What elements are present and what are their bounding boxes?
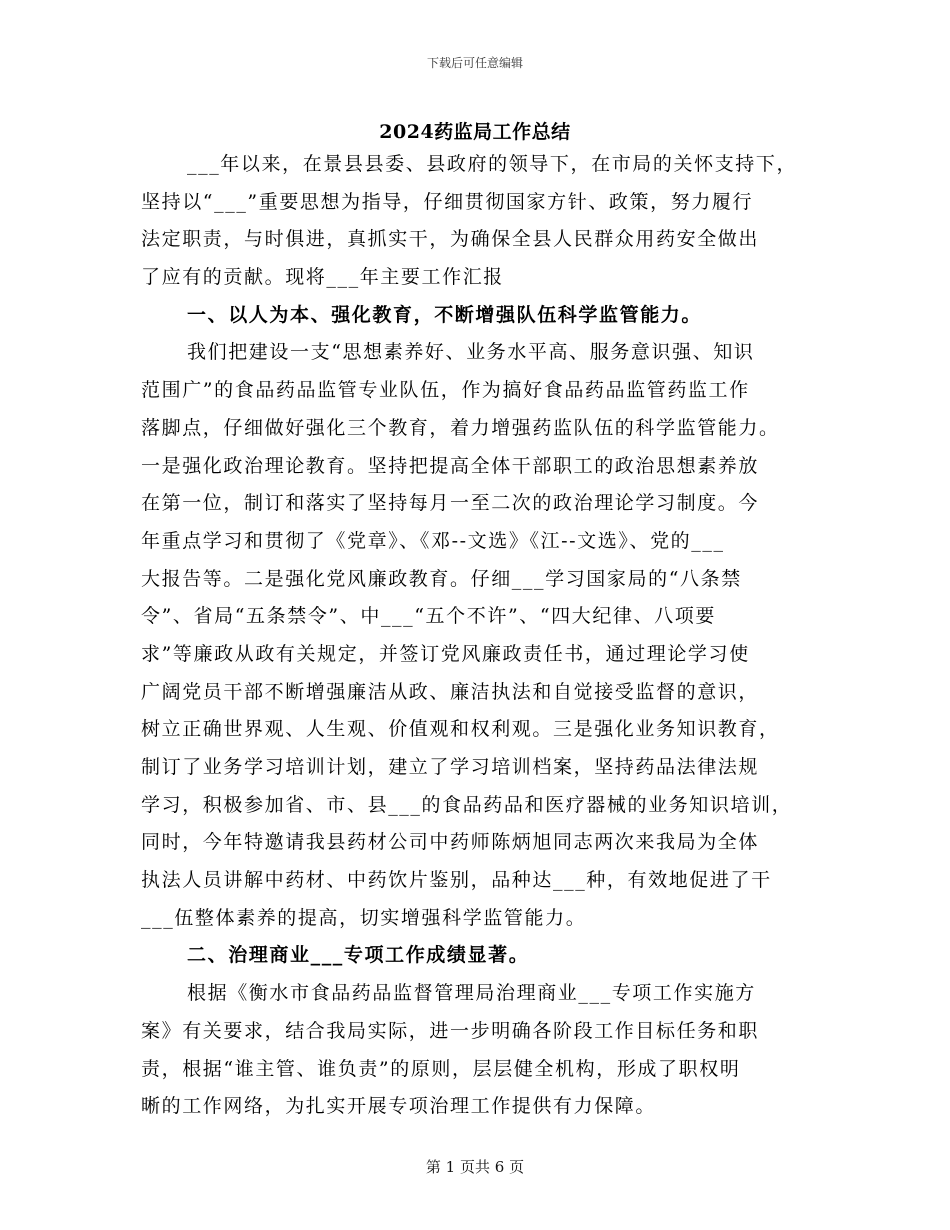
document-body bbox=[141, 146, 816, 1126]
paragraph-line: 制订了业务学习培训计划，建立了学习培训档案，坚持药品法律法规 bbox=[141, 756, 760, 778]
paragraph-line: 范围广”的食品药品监管专业队伍，作为搞好食品药品监管药监工作 bbox=[141, 379, 750, 402]
paragraph-line: 广阔党员干部不断增强廉洁从政、廉洁执法和自觉接受监督的意识， bbox=[141, 680, 760, 703]
paragraph-line: 同时，今年特邀请我县药材公司中药师陈炳旭同志两次来我局为全体 bbox=[141, 831, 760, 854]
paragraph-line: 一是强化政治理论教育。坚持把提高全体干部职工的政治思想素养放 bbox=[141, 454, 760, 477]
paragraph-line: 执法人员讲解中药材、中药饮片鉴别，品种达___种，有效地促进了干 bbox=[141, 869, 772, 892]
paragraph-line: 大报告等。二是强化党风廉政教育。仔细___学习国家局的“八条禁 bbox=[141, 567, 742, 590]
paragraph-line: 在第一位，制订和落实了坚持每月一至二次的政治理论学习制度。今 bbox=[141, 492, 760, 515]
paragraph-line: 令”、省局“五条禁令”、中___“五个不许”、“四大纪律、八项要 bbox=[141, 605, 716, 628]
paragraph-line: ___年以来，在景县县委、县政府的领导下，在市局的关怀支持下， bbox=[187, 153, 798, 175]
section-heading-line: 二、治理商业___专项工作成绩显著。 bbox=[187, 944, 530, 967]
paragraph-line: 案》有关要求，结合我局实际，进一步明确各阶段工作目标任务和职 bbox=[141, 1019, 760, 1042]
paragraph-line: ___伍整体素养的提高，切实增强科学监管能力。 bbox=[141, 906, 587, 929]
header-note: 下载后可任意编辑 bbox=[426, 56, 523, 70]
document-title: 2024药监局工作总结 bbox=[379, 121, 571, 143]
paragraph-line: 根据《衡水市食品药品监督管理局治理商业___专项工作实施方 bbox=[187, 982, 756, 1005]
paragraph-line: 了应有的贡献。现将___年主要工作汇报 bbox=[141, 266, 504, 289]
paragraph-line: 我们把建设一支“思想素养好、业务水平高、服务意识强、知识 bbox=[187, 341, 755, 364]
paragraph-line: 求”等廉政从政有关规定，并签订党风廉政责任书，通过理论学习使 bbox=[141, 642, 750, 665]
paragraph-line: 学习，积极参加省、市、县___的食品药品和医疗器械的业务知识培训， bbox=[141, 793, 793, 816]
paragraph-line: 责，根据“谁主管、谁负责”的原则，层层健全机构，形成了职权明 bbox=[141, 1057, 741, 1080]
section-heading-line: 一、以人为本、强化教育，不断增强队伍科学监管能力。 bbox=[187, 303, 703, 326]
paragraph-line: 落脚点，仔细做好强化三个教育，着力增强药监队伍的科学监管能力。 bbox=[141, 416, 780, 439]
paragraph-line: 法定职责，与时俱进，真抓实干，为确保全县人民群众用药安全做出 bbox=[141, 228, 760, 251]
paragraph-line: 晰的工作网络，为扎实开展专项治理工作提供有力保障。 bbox=[141, 1095, 657, 1118]
paragraph-line: 年重点学习和贯彻了《党章》、《邓--文选》《江--文选》、党的___ bbox=[141, 529, 725, 552]
page-footer: 第 1 页共 6 页 bbox=[425, 1158, 525, 1176]
paragraph-line: 坚持以“___”重要思想为指导，仔细贯彻国家方针、政策，努力履行 bbox=[141, 190, 754, 213]
paragraph-line: 树立正确世界观、人生观、价值观和权利观。三是强化业务知识教育， bbox=[141, 718, 780, 741]
